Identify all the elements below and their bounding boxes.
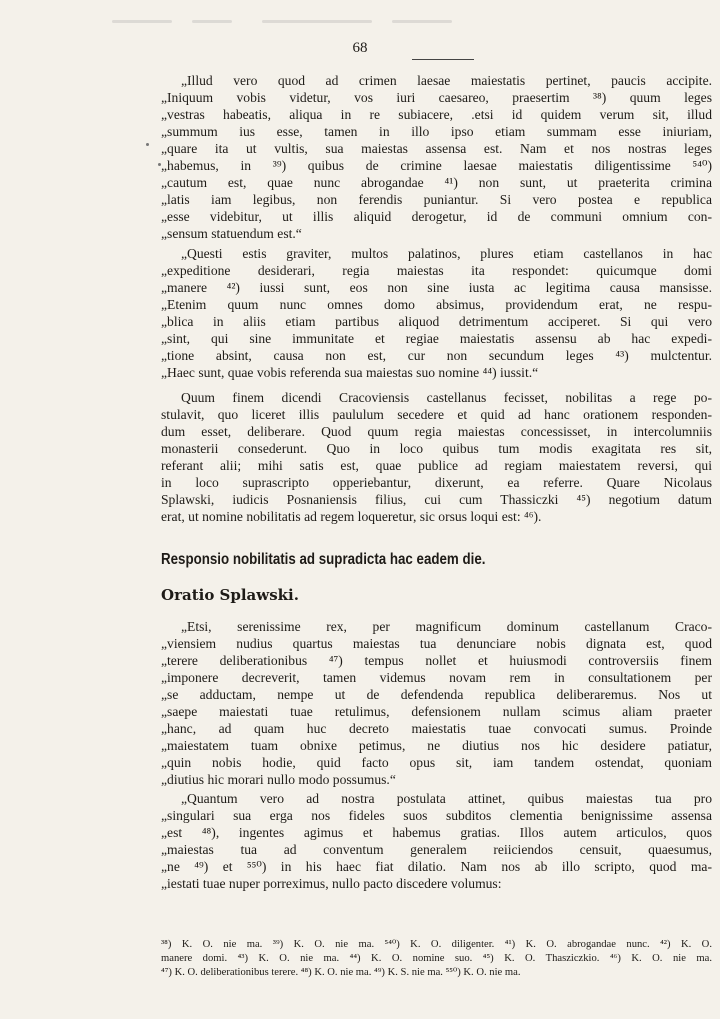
text-line: dum esset, deliberare. Quod quum regia maiestas concessisset, in intercolumniis xyxy=(161,424,712,439)
text-line: „esse videbitur, ut illis aliquid derogetur, id de communi omnium con- xyxy=(161,209,712,224)
text-line: Quum finem dicendi Cracoviensis castellanus fecisset, nobilitas a rege po- xyxy=(181,390,712,405)
text-line: „saepe maiestati tuae retulimus, defensionem nullam scimus aliam praeter xyxy=(161,704,712,719)
text-line: „blica in aliis etiam partibus aliquod detrimentum acciperet. Si qui vero xyxy=(161,314,712,329)
text-line: „Etenim quum nunc omnes domo absimus, providendum erat, ne respu- xyxy=(161,297,712,312)
text-line: manere domi. ⁴³) K. O. nie ma. ⁴⁴) K. O. nomine suo. ⁴⁵) K. O. Thasziczkio. ⁴⁶) K. O. nie ma. xyxy=(161,953,712,964)
text-line: „est ⁴⁸), ingentes agimus et habemus gratias. Illos autem articulos, quos xyxy=(161,825,712,840)
text-line: „Questi estis graviter, multos palatinos, plures etiam castellanos in hac xyxy=(181,246,712,261)
text-line: monasterii consederunt. Quo in loco quibus tum modis exagitata res sit, xyxy=(161,441,712,456)
text-line: ⁴⁷) K. O. deliberationibus terere. ⁴⁸) K. O. nie ma. ⁴⁹) K. S. nie ma. ⁵⁵⁰) K. O. nie ma. xyxy=(161,967,521,978)
oration-title: Oratio Splawski. xyxy=(161,586,299,604)
text-line: „Haec sunt, quae vobis referenda sua maiestas suo nomine ⁴⁴) iussit.“ xyxy=(161,365,539,380)
text-line: „diutius hic morari nullo modo possumus.“ xyxy=(161,772,396,787)
text-line: „iestati tuae nuper porreximus, nullo pacto discedere volumus: xyxy=(161,876,502,891)
text-line: „Illud vero quod ad crimen laesae maiestatis pertinet, paucis accipite. xyxy=(181,73,712,88)
text-line: „Quantum vero ad nostra postulata attinet, quibus maiestas tua pro xyxy=(181,791,712,806)
text-line: referant alii; mihi satis est, quae publice ad regiam maiestatem reversi, qui xyxy=(161,458,712,473)
text-line: „tione absint, causa non est, cur non secundum leges ⁴³) mulctentur. xyxy=(161,348,712,363)
text-line: in loco suprascripto opperiebantur, dixerunt, ea referre. Quare Nicolaus xyxy=(161,475,712,490)
section-heading: Responsio nobilitatis ad supradicta hac eadem die. xyxy=(161,551,486,568)
page-number: 68 xyxy=(352,40,368,56)
oration-paragraph-2 xyxy=(161,790,712,892)
bleed-through-marks xyxy=(112,14,462,30)
text-line: stulavit, quo liceret illis paululum secedere et quid ad hanc orationem responden- xyxy=(161,407,712,422)
text-line: „maiestas tua ad conventum generalem reiiciendos censuit, quaesumus, xyxy=(161,842,712,857)
text-line: „Etsi, serenissime rex, per magnificum dominum castellanum Craco- xyxy=(181,619,712,634)
text-line: „quare ita ut vultis, sua maiestas assensa est. Nam et nos nostras leges xyxy=(161,141,712,156)
text-line: „quin nobis hodie, quid facto opus sit, iam tandem ostendat, quoniam xyxy=(161,755,712,770)
oration-paragraph-1 xyxy=(161,618,712,788)
narrative-paragraph xyxy=(161,389,712,525)
text-line: „singulari sua erga nos fideles suos subditos clementia benignissime assensa xyxy=(161,808,712,823)
text-line: „maiestatem tuam obnixe petimus, ne diutius nos hic desidere patiatur, xyxy=(161,738,712,753)
text-line: „hanc, ad quam huc decreto maiestatis tuae convocati sumus. Proinde xyxy=(161,721,712,736)
margin-speck xyxy=(146,143,149,146)
text-line: „sint, qui sine immunitate et regiae maiestatis assensu ab hac expedi- xyxy=(161,331,712,346)
text-line: erat, ut nomine nobilitatis ad regem loqueretur, sic orsus loqui est: ⁴⁶). xyxy=(161,509,542,524)
text-line: „ne ⁴⁹) et ⁵⁵⁰) in his haec fiat dilatio. Nam nos ab illo scripto, quod ma- xyxy=(161,859,712,874)
page-number-rule xyxy=(412,59,474,60)
text-line: Splawski, iudicis Posnaniensis filius, cui cum Thassiczki ⁴⁵) negotium datum xyxy=(161,492,712,507)
text-line: „cautum est, quae nunc abrogandae ⁴¹) non sunt, ut praeterita crimina xyxy=(161,175,712,190)
text-line: „vestras habeatis, aliqua in re subiacere, .etsi id quidem verum sit, illud xyxy=(161,107,712,122)
text-line: „sensum statuendum est.“ xyxy=(161,226,302,241)
text-line: „expeditione desiderari, regia maiestas ita respondet: quicumque domi xyxy=(161,263,712,278)
text-line: „imponere decreverit, tamen videmus novam rem in consultationem per xyxy=(161,670,712,685)
footnotes xyxy=(161,938,712,980)
text-line: „terere deliberationibus ⁴⁷) tempus nollet et huiusmodi controversiis finem xyxy=(161,653,712,668)
text-line: „manere ⁴²) iussi sunt, eos non sine iusta ac legitima causa mansisse. xyxy=(161,280,712,295)
text-line: „latis iam legibus, non ferendis puniantur. Si vero postea e republica xyxy=(161,192,712,207)
text-line: „Iniquum vobis videtur, vos iuri caesareo, praesertim ³⁸) quum leges xyxy=(161,90,712,105)
text-line: „viensiem nudius quartus maiestas tua denunciare nobis dignata est, quod xyxy=(161,636,712,651)
text-line: „se adductam, nempe ut de defendenda republica deliberaremus. Nos ut xyxy=(161,687,712,702)
speech-paragraph-laesae-maiestatis xyxy=(161,72,712,242)
text-line: „habemus, in ³⁹) quibus de crimine laesae maiestatis diligentissime ⁵⁴⁰) xyxy=(161,158,712,173)
text-line: „summum ius esse, tamen in illo ipso etiam summam esse iniuriam, xyxy=(161,124,712,139)
text-line: ³⁸) K. O. nie ma. ³⁹) K. O. nie ma. ⁵⁴⁰) K. O. diligenter. ⁴¹) K. O. abrogandae nunc. ⁴²) K. O. xyxy=(161,939,712,950)
speech-paragraph-palatinos xyxy=(161,245,712,381)
